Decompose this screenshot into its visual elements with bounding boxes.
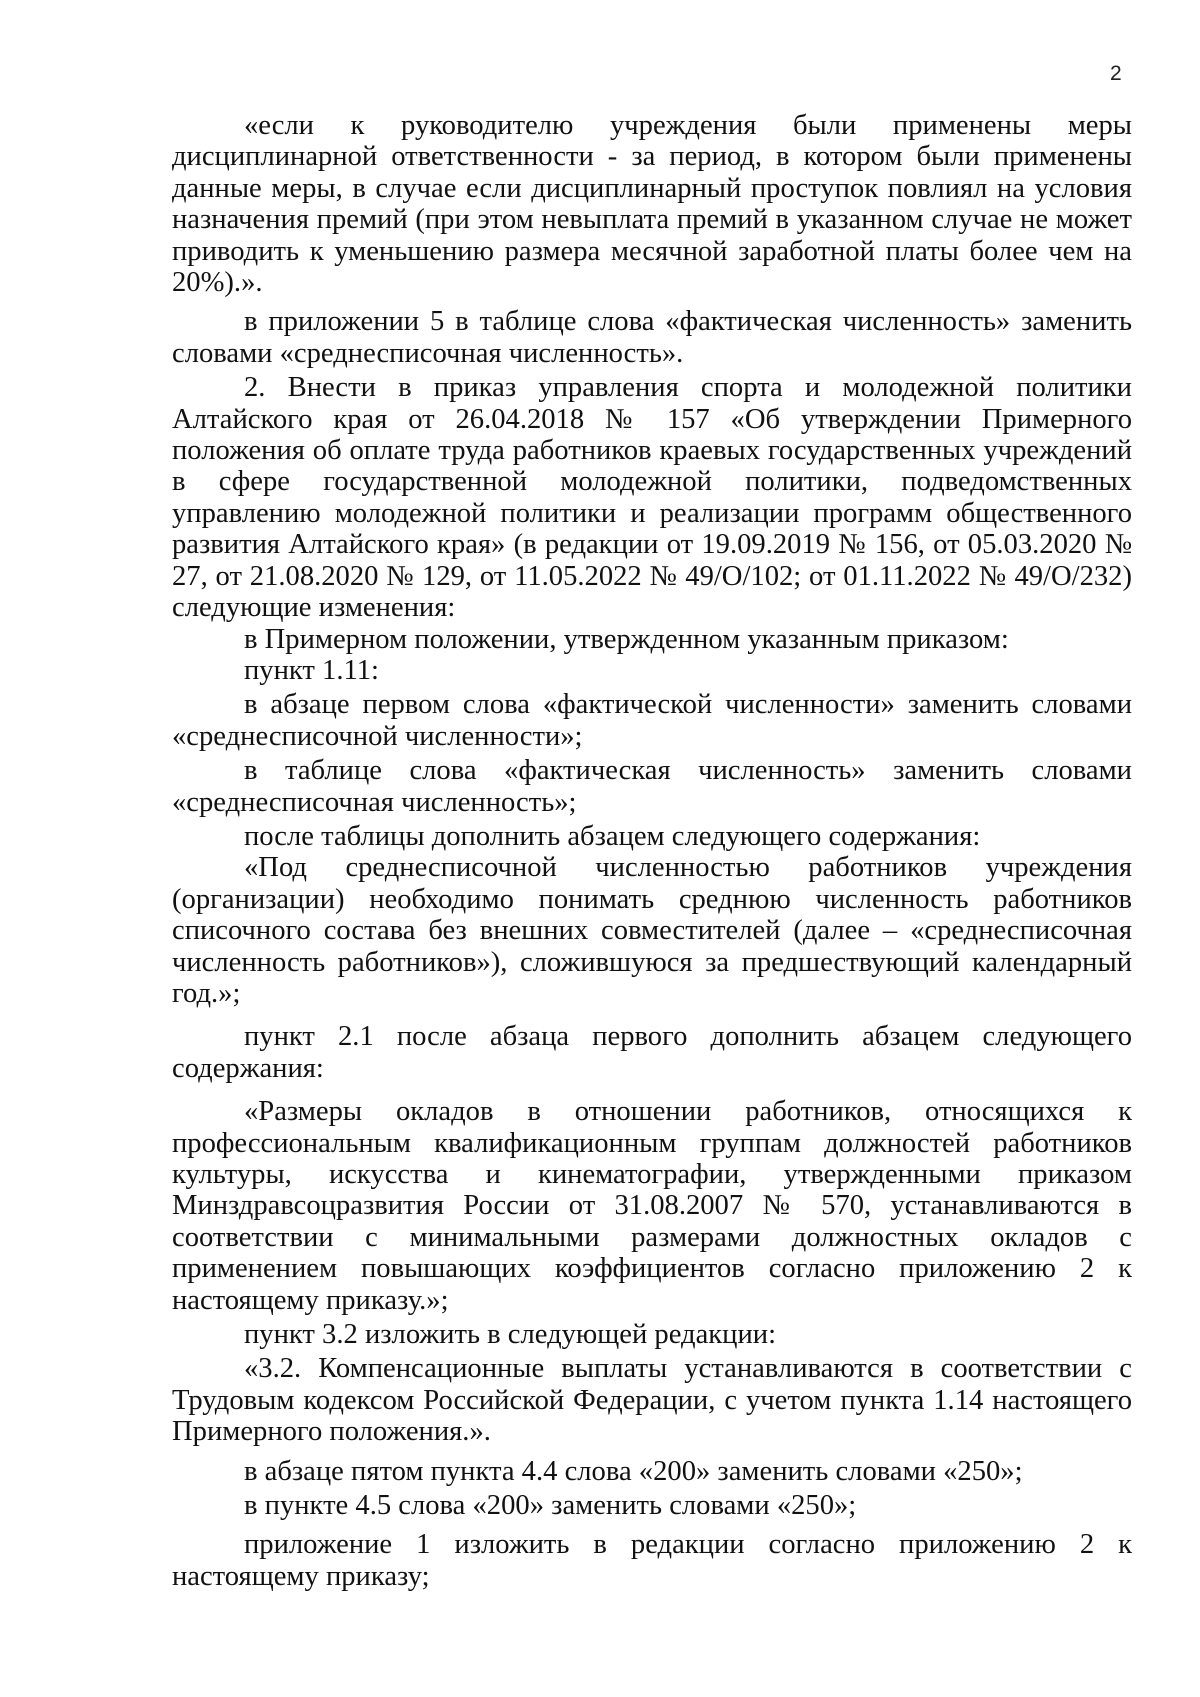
page-number: 2	[1110, 62, 1122, 85]
paragraph-point-4-5: в пункте 4.5 слова «200» заменить словами «250»;	[244, 1490, 857, 1522]
paragraph-point-4-4: в абзаце пятом пункта 4.4 слова «200» заменить словами «250»;	[244, 1455, 1023, 1487]
paragraph-appendix-1: приложение 1 изложить в редакции согласно приложению 2 к настоящему приказу;	[172, 1529, 1132, 1592]
paragraph-definition: «Под среднесписочной численностью работников учреждения (организации) необходимо понимать среднюю численность работников списочного состава без внешних совместителей (далее – «среднесписочная численность работников»), сложившуюся за предшествующий календарный год.»;	[172, 852, 1132, 1009]
paragraph-model-regulation: в Примерном положении, утвержденном указанным приказом:	[244, 623, 1009, 655]
paragraph-point-2-1: пункт 2.1 после абзаца первого дополнить абзацем следующего содержания:	[172, 1021, 1132, 1084]
document-body	[172, 110, 1132, 1592]
paragraph-salary-sizes: «Размеры окладов в отношении работников, относящихся к профессиональным квалификационным группам должностей работников культуры, искусства и кинематографии, утвержденными приказом Минздравсоцразвития России от 31.08.2007 № 570, устанавливаются в соответствии с минимальными размерами должностных окладов с применением повышающих коэффициентов согласно приложению 2 к настоящему приказу.»;	[172, 1096, 1132, 1316]
paragraph-first-abzats: в абзаце первом слова «фактической численности» заменить словами «среднесписочной численности»;	[172, 689, 1132, 752]
paragraph-point-3-2: пункт 3.2 изложить в следующей редакции:	[244, 1319, 777, 1351]
paragraph-disciplinary-measures: «если к руководителю учреждения были применены меры дисциплинарной ответственности - за период, в котором были применены данные меры, в случае если дисциплинарный проступок повлиял на условия назначения премий (при этом невыплата премий в указанном случае не может приводить к уменьшению размера месячной заработной платы более чем на 20%).».	[172, 110, 1132, 299]
paragraph-compensation: «3.2. Компенсационные выплаты устанавливаются в соответствии с Трудовым кодексом Российской Федерации, с учетом пункта 1.14 настоящего Примерного положения.».	[172, 1353, 1132, 1448]
paragraph-item-2: 2. Внести в приказ управления спорта и молодежной политики Алтайского края от 26.04.2018 № 157 «Об утверждении Примерного положения об оплате труда работников краевых государственных учреждений в сфере государственной молодежной политики, подведомственных управлению молодежной политики и реализации программ общественного развития Алтайского края» (в редакции от 19.09.2019 № 156, от 05.03.2020 № 27, от 21.08.2020 № 129, от 11.05.2022 № 49/О/102; от 01.11.2022 № 49/О/232) следующие изменения:	[172, 372, 1132, 624]
paragraph-point-1-11: пункт 1.11:	[244, 654, 379, 686]
paragraph-after-table: после таблицы дополнить абзацем следующего содержания:	[244, 820, 981, 852]
paragraph-appendix-5: в приложении 5 в таблице слова «фактическая численность» заменить словами «среднесписочная численность».	[172, 306, 1132, 369]
paragraph-table-words: в таблице слова «фактическая численность» заменить словами «среднесписочная численность»;	[172, 755, 1132, 818]
